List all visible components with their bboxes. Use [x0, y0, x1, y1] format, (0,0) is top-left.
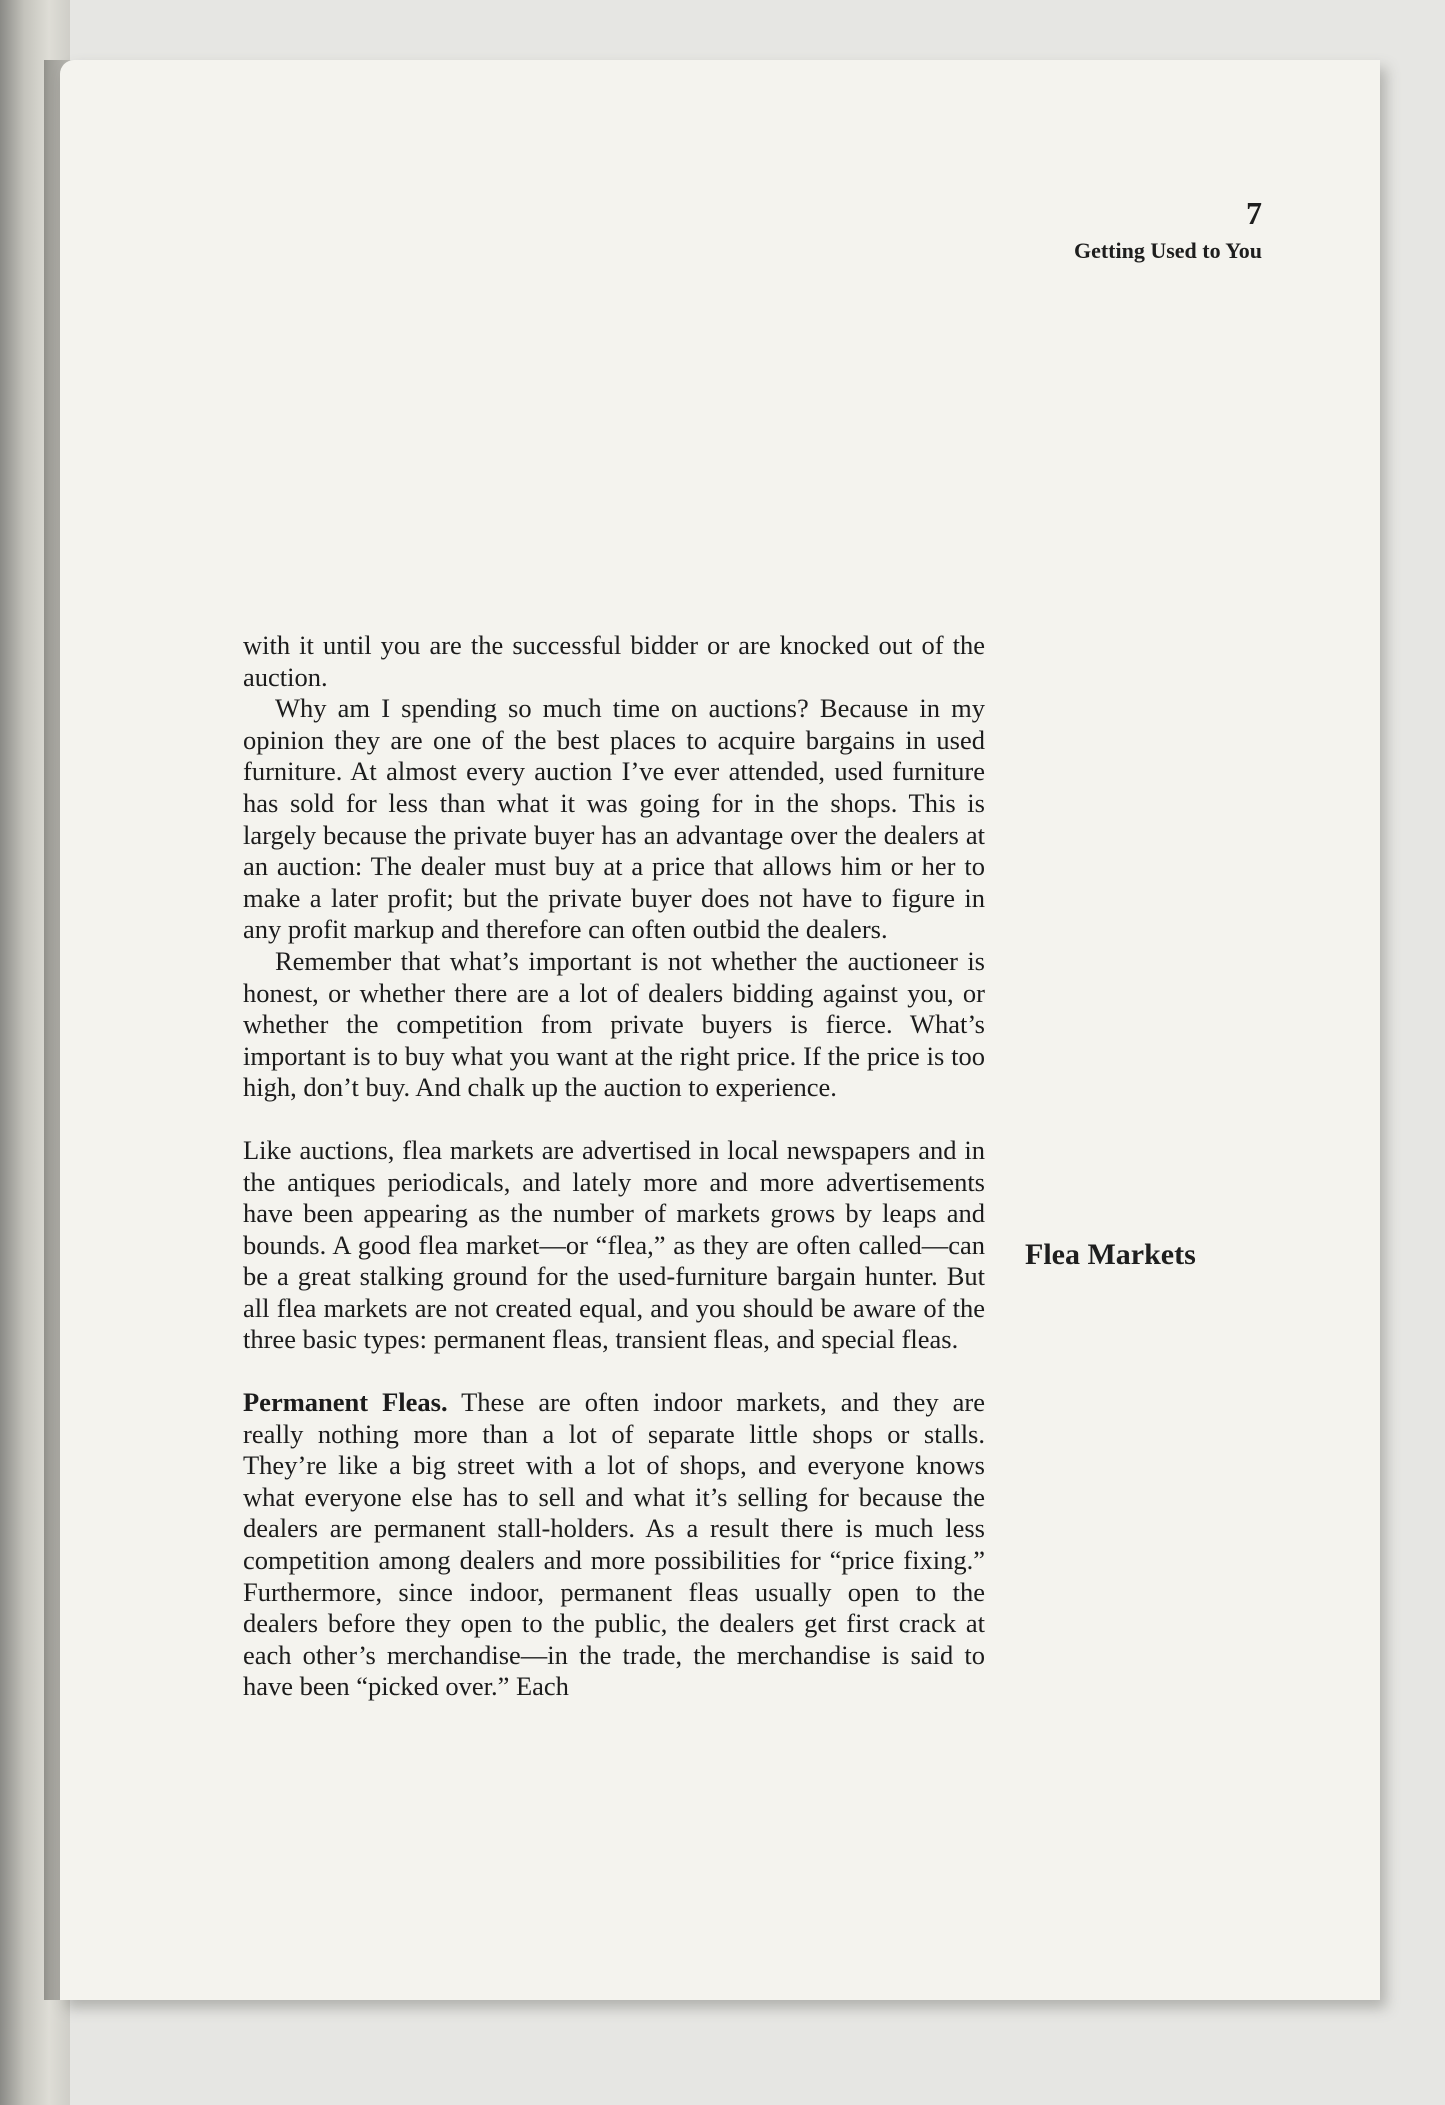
- body-text: [243, 630, 985, 1703]
- running-head: Getting Used to You: [1073, 238, 1262, 263]
- paragraph-continuation: with it until you are the successful bidder or are knocked out of the auction.: [243, 630, 985, 692]
- section-heading-flea-markets: Flea Markets: [1025, 1238, 1196, 1271]
- paragraph-auction-advice: Remember that what’s important is not whether the auctioneer is honest, or whether there are a lot of dealers bidding against you, or whether the competition from private buyers is fierce. What’s important is to buy what you want at the right price. If the price is too high, don’t buy. And chalk up the auction to experience.: [243, 945, 985, 1103]
- paragraph-flea-markets-intro: Like auctions, flea markets are advertised in local newspapers and in the antiques periodicals, and lately more and more advertisements have been appearing as the number of markets grows by leaps and bounds. A good flea market—or “flea,” as they are often called—can be a great stalking ground for the used-furniture bargain hunter. But all flea markets are not created equal, and you should be aware of the three basic types: permanent fleas, transient fleas, and special fleas.: [243, 1134, 985, 1355]
- paragraph-permanent-fleas: [243, 1387, 985, 1703]
- permanent-fleas-text: These are often indoor markets, and they are really nothing more than a lot of separate little shops or stalls. They’re like a big street with a lot of shops, and everyone knows what everyone else has to sell and what it’s selling for because the dealers are permanent stall-holders. As a result there is much less competition among dealers and more possibilities for “price fixing.” Furthermore, since indoor, permanent fleas usually open to the dealers before they open to the public, the dealers get first crack at each other’s merchandise—in the trade, the merchandise is said to have been “picked over.” Each: [243, 1387, 985, 1702]
- run-in-heading-permanent-fleas: Permanent Fleas.: [243, 1387, 448, 1418]
- book-page: [60, 60, 1380, 2000]
- paragraph-auctions-bargains: Why am I spending so much time on auctions? Because in my opinion they are one of the best places to acquire bargains in used furniture. At almost every auction I’ve ever attended, used furniture has sold for less than what it was going for in the shops. This is largely because the private buyer has an advantage over the dealers at an auction: The dealer must buy at a price that allows him or her to make a later profit; but the private buyer does not have to figure in any profit markup and therefore can often outbid the dealers.: [243, 693, 985, 945]
- page-number: 7: [1246, 195, 1262, 231]
